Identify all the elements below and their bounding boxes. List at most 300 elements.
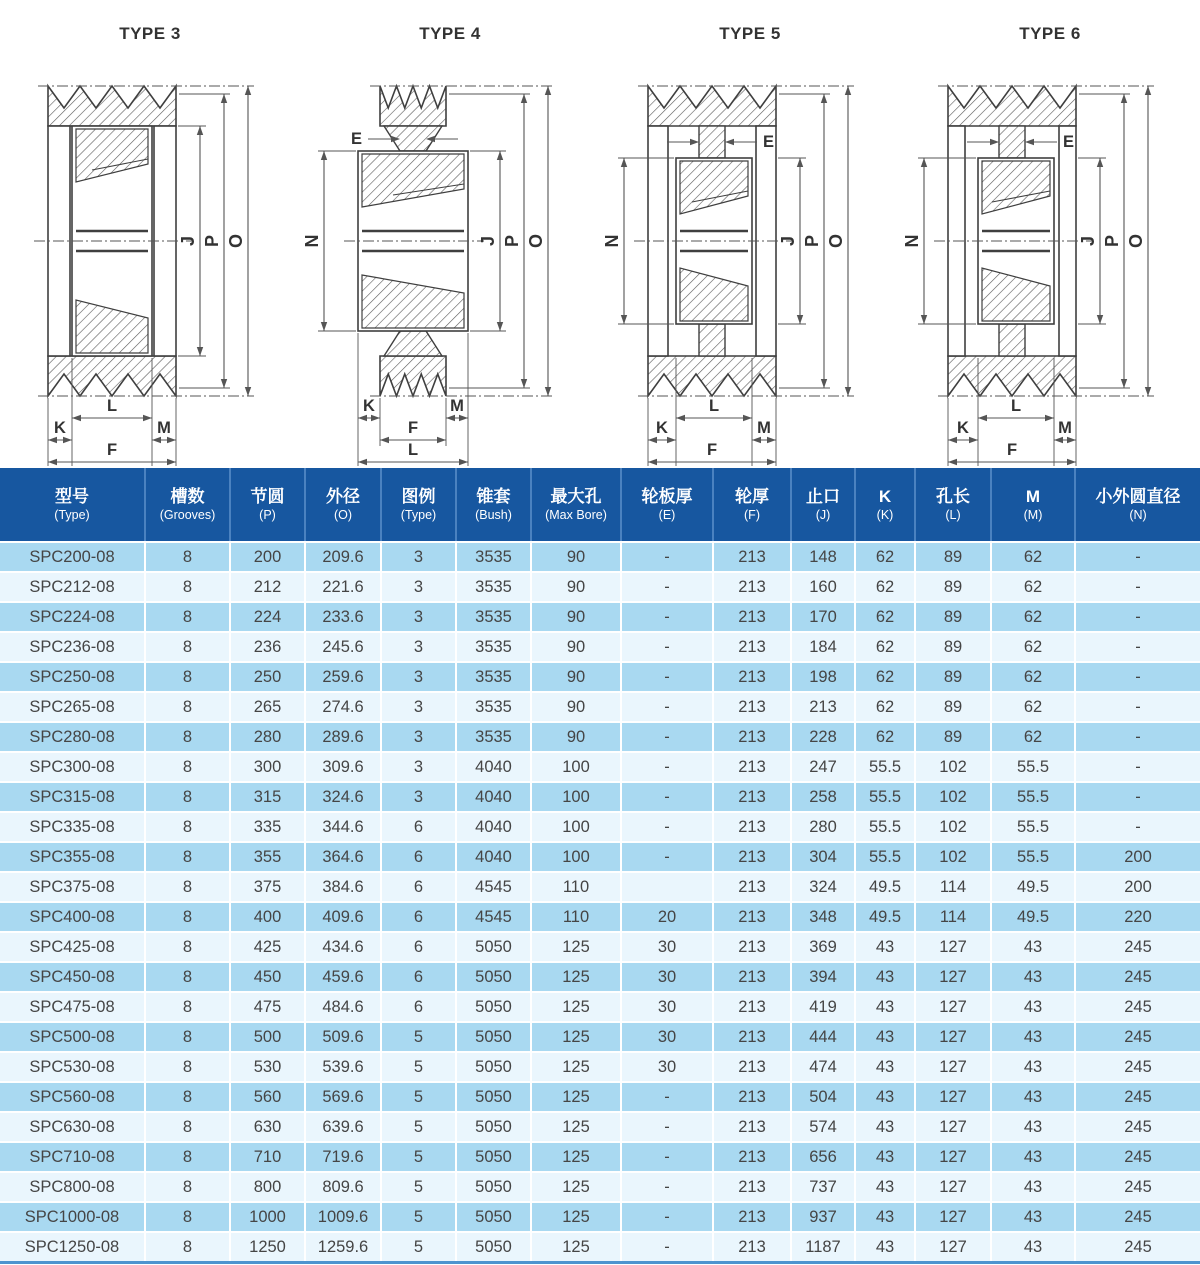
cell: 213 [713, 1112, 791, 1142]
cell: 344.6 [305, 812, 381, 842]
dim-label-L: L [407, 441, 419, 459]
cell: 3 [381, 572, 456, 602]
dim-label-E: E [763, 133, 775, 151]
dim-arrowhead [621, 315, 627, 324]
cell: 55.5 [855, 812, 915, 842]
dim-arrowhead [821, 379, 827, 388]
cell: 8 [145, 902, 230, 932]
cell: 737 [791, 1172, 855, 1202]
dim-arrowhead [797, 315, 803, 324]
cell: 6 [381, 872, 456, 902]
table-row-SPC400-08 [0, 902, 1200, 932]
dim-arrowhead [845, 86, 851, 95]
cell: 213 [713, 1232, 791, 1263]
cell: 213 [713, 782, 791, 812]
dim-arrowhead [437, 437, 446, 443]
cell: 43 [991, 1172, 1075, 1202]
rim-grooves-top [380, 86, 446, 126]
cell: 719.6 [305, 1142, 381, 1172]
dim-arrowhead [371, 415, 380, 421]
dim-arrowhead [948, 437, 957, 443]
dim-arrowhead [321, 151, 327, 160]
cell: 213 [713, 962, 791, 992]
cell: 43 [991, 1112, 1075, 1142]
cell: 509.6 [305, 1022, 381, 1052]
cell: 184 [791, 632, 855, 662]
cell: 8 [145, 932, 230, 962]
cell: 62 [855, 542, 915, 572]
cell: 355 [230, 842, 305, 872]
cell: 245 [1075, 962, 1200, 992]
cell: 100 [531, 752, 621, 782]
header-en: (O) [333, 507, 353, 522]
cell: 5 [381, 1022, 456, 1052]
rim-grooves-bottom [380, 356, 446, 396]
table-row-SPC560-08 [0, 1082, 1200, 1112]
table-row-SPC224-08 [0, 602, 1200, 632]
cell: 8 [145, 1112, 230, 1142]
cell: 127 [915, 1112, 991, 1142]
cell: 250 [230, 662, 305, 692]
cell: 8 [145, 602, 230, 632]
cell: 335 [230, 812, 305, 842]
cell: - [621, 1232, 713, 1263]
cell: SPC400-08 [0, 902, 145, 932]
cell: 102 [915, 812, 991, 842]
cell: SPC300-08 [0, 752, 145, 782]
cell: 55.5 [991, 842, 1075, 872]
cell: 213 [713, 632, 791, 662]
dim-arrowhead [690, 139, 699, 145]
cell: SPC530-08 [0, 1052, 145, 1082]
dim-arrowhead [921, 315, 927, 324]
cell: 484.6 [305, 992, 381, 1022]
cell: - [621, 1172, 713, 1202]
cell: 304 [791, 842, 855, 872]
dim-label-J: J [178, 235, 198, 247]
dim-label-J: J [1078, 235, 1098, 247]
cell: 444 [791, 1022, 855, 1052]
cell: 245 [1075, 1142, 1200, 1172]
cell: 43 [855, 1022, 915, 1052]
cell: 474 [791, 1052, 855, 1082]
cell: SPC475-08 [0, 992, 145, 1022]
cell: 3 [381, 602, 456, 632]
cell: 43 [855, 1082, 915, 1112]
cell: 62 [855, 692, 915, 722]
cell: 213 [713, 602, 791, 632]
cell: 3 [381, 692, 456, 722]
cell: SPC265-08 [0, 692, 145, 722]
header-en: (Grooves) [159, 507, 216, 522]
cell: 8 [145, 1172, 230, 1202]
cell: 5 [381, 1052, 456, 1082]
cell: 8 [145, 812, 230, 842]
header-en: (E) [658, 507, 676, 522]
cell: 62 [855, 632, 915, 662]
pulley-cross-section-type-6 [900, 46, 1200, 468]
dim-label-P: P [802, 234, 822, 248]
header-zh: 小外圆直径 [1095, 486, 1181, 506]
dim-arrowhead [321, 322, 327, 331]
dim-label-E: E [350, 130, 362, 148]
web [999, 126, 1025, 158]
header-cell-6 [531, 468, 621, 542]
cell: 5050 [456, 1052, 531, 1082]
cell: 5 [381, 1172, 456, 1202]
header-en: (Type) [400, 507, 437, 522]
cell: SPC250-08 [0, 662, 145, 692]
table-row-SPC250-08 [0, 662, 1200, 692]
cell: - [1075, 602, 1200, 632]
dim-label-F: F [1006, 441, 1018, 459]
cell: - [621, 1112, 713, 1142]
cell: 8 [145, 1052, 230, 1082]
header-zh: M [1025, 486, 1041, 506]
cell: 100 [531, 842, 621, 872]
header-cell-10 [855, 468, 915, 542]
header-cell-0 [0, 468, 145, 542]
cell: 213 [713, 722, 791, 752]
cell: 236 [230, 632, 305, 662]
cell: 394 [791, 962, 855, 992]
cell: 89 [915, 632, 991, 662]
cell: 8 [145, 662, 230, 692]
cell: 127 [915, 1172, 991, 1202]
header-zh: 型号 [55, 486, 89, 506]
cell: 43 [991, 992, 1075, 1022]
cell: 5050 [456, 932, 531, 962]
web [699, 126, 725, 158]
cell: 800 [230, 1172, 305, 1202]
header-en: (P) [259, 507, 276, 522]
header-zh: 轮厚 [735, 486, 769, 506]
dim-label-N: N [602, 234, 622, 248]
cell: 5 [381, 1202, 456, 1232]
cell: 569.6 [305, 1082, 381, 1112]
dim-label-M: M [157, 419, 171, 437]
cell: - [1075, 812, 1200, 842]
spc-pulley-spec-table [0, 468, 1200, 1264]
cell: 30 [621, 1052, 713, 1082]
cell: 5050 [456, 1202, 531, 1232]
cell: 125 [531, 1052, 621, 1082]
dim-arrowhead [1097, 158, 1103, 167]
cell: 348 [791, 902, 855, 932]
dim-arrowhead [497, 151, 503, 160]
cell: 245 [1075, 1172, 1200, 1202]
cell: 213 [713, 872, 791, 902]
diagram-title-type-5: TYPE 5 [719, 24, 781, 43]
header-zh: 最大孔 [550, 486, 602, 506]
cell: 125 [531, 1172, 621, 1202]
cell: 265 [230, 692, 305, 722]
table-row-SPC425-08 [0, 932, 1200, 962]
cell: 3 [381, 542, 456, 572]
cell: 43 [991, 1202, 1075, 1232]
cell: 233.6 [305, 602, 381, 632]
cell: - [621, 752, 713, 782]
cell: 630 [230, 1112, 305, 1142]
cell: 3535 [456, 662, 531, 692]
table-row-SPC530-08 [0, 1052, 1200, 1082]
dim-arrowhead [1025, 139, 1034, 145]
cell: 409.6 [305, 902, 381, 932]
cell: 3 [381, 632, 456, 662]
cell: 245 [1075, 992, 1200, 1022]
cell: 90 [531, 662, 621, 692]
dim-label-M: M [450, 397, 464, 415]
rim-grooves-bottom [648, 356, 776, 396]
header-zh: K [878, 486, 892, 506]
cell: 937 [791, 1202, 855, 1232]
cell: 300 [230, 752, 305, 782]
dim-arrowhead [948, 459, 957, 465]
cell: 62 [855, 662, 915, 692]
cell: 5050 [456, 1082, 531, 1112]
cell: 49.5 [991, 902, 1075, 932]
cell: SPC224-08 [0, 602, 145, 632]
dim-arrowhead [725, 139, 734, 145]
cell: 127 [915, 932, 991, 962]
cell: - [621, 1082, 713, 1112]
cell: 530 [230, 1052, 305, 1082]
dim-label-O: O [1126, 233, 1146, 249]
cell: 43 [991, 1022, 1075, 1052]
cell: SPC315-08 [0, 782, 145, 812]
cell: - [1075, 692, 1200, 722]
cell: 100 [531, 782, 621, 812]
cell: 8 [145, 1142, 230, 1172]
cell: 213 [713, 1202, 791, 1232]
cell: 1009.6 [305, 1202, 381, 1232]
cell: 8 [145, 1022, 230, 1052]
cell: - [1075, 632, 1200, 662]
cell: 213 [713, 572, 791, 602]
cell: 6 [381, 962, 456, 992]
cell: 127 [915, 962, 991, 992]
header-en: (F) [744, 507, 760, 522]
dim-arrowhead [545, 387, 551, 396]
cell: 89 [915, 572, 991, 602]
cell: 710 [230, 1142, 305, 1172]
diagram-type-6 [900, 0, 1200, 468]
header-en: (Bush) [475, 507, 512, 522]
dim-arrowhead [1121, 379, 1127, 388]
cell: 110 [531, 902, 621, 932]
cell: 213 [713, 692, 791, 722]
cell: SPC800-08 [0, 1172, 145, 1202]
cell: 3535 [456, 602, 531, 632]
cell: 245.6 [305, 632, 381, 662]
dim-label-M: M [757, 419, 771, 437]
dim-arrowhead [63, 437, 72, 443]
dim-arrowhead [245, 387, 251, 396]
cell: 102 [915, 752, 991, 782]
dim-arrowhead [667, 437, 676, 443]
header-cell-9 [791, 468, 855, 542]
cell: 90 [531, 542, 621, 572]
header-zh: 槽数 [170, 486, 205, 506]
cell: 125 [531, 992, 621, 1022]
cell: 100 [531, 812, 621, 842]
cell: SPC1250-08 [0, 1232, 145, 1263]
cell: 8 [145, 1082, 230, 1112]
cell: 280 [791, 812, 855, 842]
dim-label-P: P [202, 234, 222, 248]
cell: 62 [855, 572, 915, 602]
cell: 43 [991, 1142, 1075, 1172]
cell: SPC200-08 [0, 542, 145, 572]
cell: SPC425-08 [0, 932, 145, 962]
web [384, 331, 442, 356]
dim-arrowhead [752, 437, 761, 443]
dim-arrowhead [459, 415, 468, 421]
cell: 8 [145, 632, 230, 662]
cell: 220 [1075, 902, 1200, 932]
header-zh: 孔长 [936, 486, 970, 506]
cell: SPC560-08 [0, 1082, 145, 1112]
cell: 127 [915, 1052, 991, 1082]
cell: 4545 [456, 872, 531, 902]
dim-label-F: F [106, 441, 118, 459]
cell: - [621, 572, 713, 602]
header-cell-11 [915, 468, 991, 542]
dim-label-K: K [957, 419, 969, 437]
dim-arrowhead [221, 379, 227, 388]
cell: 280 [230, 722, 305, 752]
header-zh: 节圆 [250, 486, 285, 506]
cell: 127 [915, 1022, 991, 1052]
cell: 6 [381, 902, 456, 932]
cell: 55.5 [991, 782, 1075, 812]
dim-arrowhead [1054, 437, 1063, 443]
cell: 30 [621, 962, 713, 992]
dim-arrowhead [152, 437, 161, 443]
header-en: (Type) [54, 507, 90, 522]
cell: 3535 [456, 542, 531, 572]
table-row-SPC1250-08 [0, 1232, 1200, 1263]
cell: 200 [1075, 842, 1200, 872]
pulley-cross-section-type-5 [600, 46, 900, 468]
cell: SPC212-08 [0, 572, 145, 602]
cell: 5 [381, 1232, 456, 1263]
cell: - [621, 842, 713, 872]
dim-arrowhead [797, 158, 803, 167]
cell: 324.6 [305, 782, 381, 812]
cell: 5050 [456, 1172, 531, 1202]
dim-arrowhead [380, 437, 389, 443]
cell: 245 [1075, 1052, 1200, 1082]
cell: 500 [230, 1022, 305, 1052]
cell: SPC375-08 [0, 872, 145, 902]
cell: 5 [381, 1082, 456, 1112]
dim-arrowhead [167, 437, 176, 443]
dim-arrowhead [143, 415, 152, 421]
dim-label-K: K [656, 419, 668, 437]
table-row-SPC630-08 [0, 1112, 1200, 1142]
dim-arrowhead [497, 322, 503, 331]
dim-label-L: L [708, 397, 720, 415]
table-row-SPC280-08 [0, 722, 1200, 752]
cell: 539.6 [305, 1052, 381, 1082]
dim-arrowhead [1067, 437, 1076, 443]
cell: - [1075, 572, 1200, 602]
cell: 5 [381, 1142, 456, 1172]
cell: 475 [230, 992, 305, 1022]
cell: - [621, 632, 713, 662]
header-cell-8 [713, 468, 791, 542]
cell: 5 [381, 1112, 456, 1142]
cell: 30 [621, 932, 713, 962]
diagram-title-type-6: TYPE 6 [1019, 24, 1081, 43]
dim-arrowhead [845, 387, 851, 396]
dim-label-O: O [526, 233, 546, 249]
cell: 43 [855, 1112, 915, 1142]
cell: 114 [915, 902, 991, 932]
cell: 4545 [456, 902, 531, 932]
cell: - [621, 602, 713, 632]
cell: 102 [915, 782, 991, 812]
cell: 5050 [456, 1112, 531, 1142]
cell: 89 [915, 692, 991, 722]
cell: SPC450-08 [0, 962, 145, 992]
dim-arrowhead [969, 437, 978, 443]
cell: 125 [531, 1112, 621, 1142]
cell: 62 [991, 632, 1075, 662]
dim-arrowhead [446, 415, 455, 421]
header-cell-5 [456, 468, 531, 542]
cell: - [1075, 782, 1200, 812]
rim-grooves-top [648, 86, 776, 126]
cell: 62 [991, 602, 1075, 632]
cell: 3535 [456, 572, 531, 602]
cell: 213 [713, 1022, 791, 1052]
cell: 245 [1075, 1202, 1200, 1232]
cell: 43 [855, 1052, 915, 1082]
header-row [0, 468, 1200, 542]
dim-arrowhead [648, 437, 657, 443]
cell: SPC710-08 [0, 1142, 145, 1172]
cell: 62 [991, 542, 1075, 572]
cell: - [621, 692, 713, 722]
diagram-title-type-4: TYPE 4 [419, 24, 481, 43]
cell: 55.5 [855, 752, 915, 782]
cell: 127 [915, 1142, 991, 1172]
cell: 90 [531, 632, 621, 662]
table-row-SPC212-08 [0, 572, 1200, 602]
dim-arrowhead [1145, 86, 1151, 95]
dim-arrowhead [767, 437, 776, 443]
cell: 6 [381, 812, 456, 842]
dim-arrowhead [978, 415, 987, 421]
cell: 245 [1075, 932, 1200, 962]
cell: 90 [531, 572, 621, 602]
cell: 384.6 [305, 872, 381, 902]
dim-label-L: L [106, 397, 118, 415]
cell: - [1075, 752, 1200, 782]
cell: 245 [1075, 1022, 1200, 1052]
cell: SPC500-08 [0, 1022, 145, 1052]
dim-arrowhead [197, 347, 203, 356]
cell: 43 [855, 962, 915, 992]
cell: 213 [713, 752, 791, 782]
header-cell-13 [1075, 468, 1200, 542]
web [699, 324, 725, 356]
cell: 55.5 [991, 812, 1075, 842]
cell: 504 [791, 1082, 855, 1112]
dim-label-F: F [706, 441, 718, 459]
